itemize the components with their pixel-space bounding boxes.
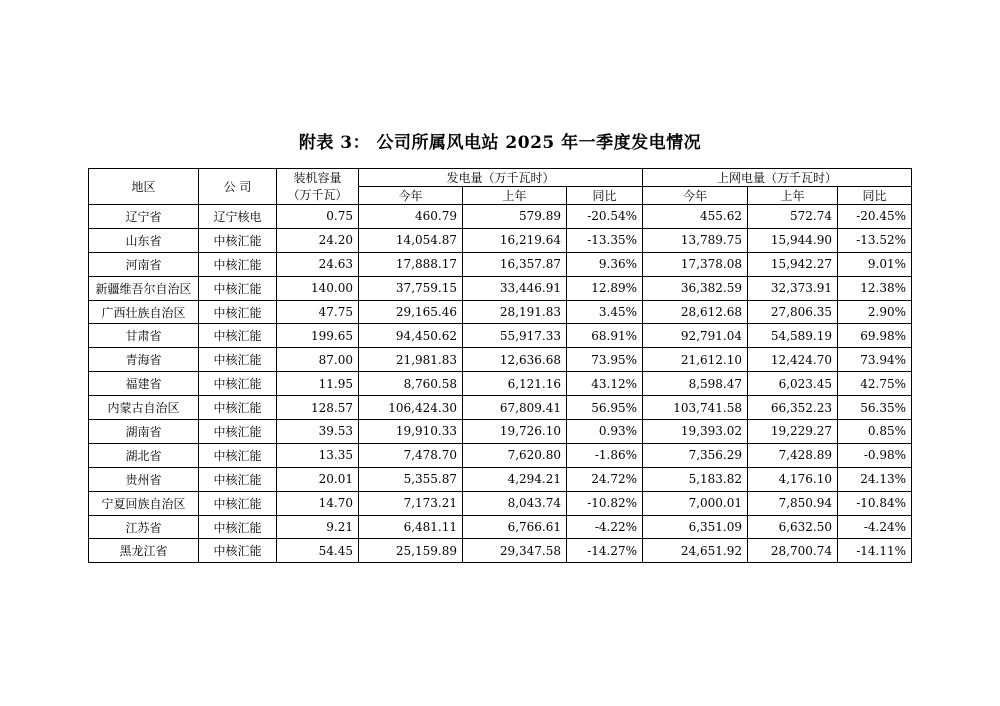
cell-gen-yoy: 73.95%: [567, 348, 643, 372]
cell-grid-this-year: 8,598.47: [643, 372, 748, 396]
header-gen-yoy: 同比: [567, 187, 643, 205]
table-row: [89, 324, 912, 348]
cell-grid-this-year: 36,382.59: [643, 276, 748, 300]
cell-gen-last-year: 8,043.74: [463, 491, 567, 515]
cell-gen-last-year: 67,809.41: [463, 396, 567, 420]
cell-grid-this-year: 103,741.58: [643, 396, 748, 420]
cell-grid-last-year: 28,700.74: [748, 539, 838, 563]
cell-gen-last-year: 12,636.68: [463, 348, 567, 372]
cell-capacity: 128.57: [277, 396, 359, 420]
cell-region: 河南省: [89, 252, 199, 276]
cell-grid-yoy: -14.11%: [838, 539, 912, 563]
cell-capacity: 0.75: [277, 205, 359, 229]
cell-region: 青海省: [89, 348, 199, 372]
cell-capacity: 11.95: [277, 372, 359, 396]
cell-capacity: 24.63: [277, 252, 359, 276]
table-row: [89, 539, 912, 563]
cell-grid-this-year: 28,612.68: [643, 300, 748, 324]
cell-gen-yoy: -1.86%: [567, 443, 643, 467]
cell-grid-last-year: 572.74: [748, 205, 838, 229]
header-grid: 上网电量（万千瓦时）: [643, 169, 912, 187]
cell-region: 福建省: [89, 372, 199, 396]
table-row: [89, 252, 912, 276]
cell-grid-yoy: 69.98%: [838, 324, 912, 348]
table-row: [89, 276, 912, 300]
header-capacity-line1: 装机容量: [293, 170, 342, 185]
cell-grid-yoy: 42.75%: [838, 372, 912, 396]
table-body: [89, 205, 912, 563]
cell-gen-this-year: 14,054.87: [359, 228, 463, 252]
header-grid-last-year: 上年: [748, 187, 838, 205]
cell-gen-yoy: -20.54%: [567, 205, 643, 229]
cell-gen-yoy: 68.91%: [567, 324, 643, 348]
cell-gen-yoy: 9.36%: [567, 252, 643, 276]
header-company: 公 司: [199, 169, 277, 205]
cell-grid-yoy: 73.94%: [838, 348, 912, 372]
cell-grid-last-year: 54,589.19: [748, 324, 838, 348]
cell-gen-this-year: 17,888.17: [359, 252, 463, 276]
cell-company: 中核汇能: [199, 300, 277, 324]
cell-grid-last-year: 12,424.70: [748, 348, 838, 372]
cell-gen-this-year: 25,159.89: [359, 539, 463, 563]
cell-company: 中核汇能: [199, 276, 277, 300]
cell-gen-last-year: 7,620.80: [463, 443, 567, 467]
cell-grid-yoy: 2.90%: [838, 300, 912, 324]
cell-grid-last-year: 7,850.94: [748, 491, 838, 515]
cell-region: 湖南省: [89, 420, 199, 444]
table-row: [89, 467, 912, 491]
cell-gen-last-year: 29,347.58: [463, 539, 567, 563]
cell-gen-yoy: -14.27%: [567, 539, 643, 563]
cell-gen-yoy: 56.95%: [567, 396, 643, 420]
cell-grid-last-year: 6,632.50: [748, 515, 838, 539]
cell-region: 广西壮族自治区: [89, 300, 199, 324]
table-row: [89, 348, 912, 372]
cell-capacity: 20.01: [277, 467, 359, 491]
header-capacity: [277, 169, 359, 205]
cell-company: 中核汇能: [199, 539, 277, 563]
cell-gen-yoy: 12.89%: [567, 276, 643, 300]
cell-gen-this-year: 37,759.15: [359, 276, 463, 300]
cell-grid-yoy: -4.24%: [838, 515, 912, 539]
header-capacity-line2: （万千瓦）: [287, 187, 348, 202]
table-row: [89, 300, 912, 324]
header-grid-this-year: 今年: [643, 187, 748, 205]
cell-grid-yoy: 24.13%: [838, 467, 912, 491]
cell-grid-yoy: 56.35%: [838, 396, 912, 420]
cell-capacity: 9.21: [277, 515, 359, 539]
cell-grid-last-year: 66,352.23: [748, 396, 838, 420]
cell-grid-yoy: -10.84%: [838, 491, 912, 515]
cell-gen-yoy: -10.82%: [567, 491, 643, 515]
cell-grid-this-year: 7,000.01: [643, 491, 748, 515]
header-grid-yoy: 同比: [838, 187, 912, 205]
cell-gen-yoy: 24.72%: [567, 467, 643, 491]
cell-grid-this-year: 6,351.09: [643, 515, 748, 539]
cell-gen-this-year: 7,173.21: [359, 491, 463, 515]
table-row: [89, 515, 912, 539]
header-generation: 发电量（万千瓦时）: [359, 169, 643, 187]
cell-company: 中核汇能: [199, 324, 277, 348]
cell-gen-this-year: 21,981.83: [359, 348, 463, 372]
cell-company: 中核汇能: [199, 467, 277, 491]
table-row: [89, 228, 912, 252]
cell-company: 中核汇能: [199, 491, 277, 515]
cell-gen-this-year: 5,355.87: [359, 467, 463, 491]
header-gen-this-year: 今年: [359, 187, 463, 205]
cell-grid-yoy: -13.52%: [838, 228, 912, 252]
cell-gen-this-year: 6,481.11: [359, 515, 463, 539]
cell-grid-last-year: 7,428.89: [748, 443, 838, 467]
cell-grid-yoy: 12.38%: [838, 276, 912, 300]
cell-company: 中核汇能: [199, 420, 277, 444]
cell-capacity: 13.35: [277, 443, 359, 467]
cell-capacity: 24.20: [277, 228, 359, 252]
table-row: [89, 443, 912, 467]
cell-company: 中核汇能: [199, 372, 277, 396]
cell-company: 辽宁核电: [199, 205, 277, 229]
cell-gen-this-year: 8,760.58: [359, 372, 463, 396]
cell-company: 中核汇能: [199, 515, 277, 539]
table-title: 附表 3： 公司所属风电站 2025 年一季度发电情况: [298, 133, 702, 153]
header-gen-last-year: 上年: [463, 187, 567, 205]
cell-grid-this-year: 92,791.04: [643, 324, 748, 348]
cell-capacity: 47.75: [277, 300, 359, 324]
cell-gen-this-year: 29,165.46: [359, 300, 463, 324]
cell-grid-this-year: 455.62: [643, 205, 748, 229]
cell-gen-this-year: 19,910.33: [359, 420, 463, 444]
table-row: [89, 491, 912, 515]
cell-grid-this-year: 24,651.92: [643, 539, 748, 563]
cell-capacity: 54.45: [277, 539, 359, 563]
cell-gen-this-year: 106,424.30: [359, 396, 463, 420]
cell-gen-last-year: 19,726.10: [463, 420, 567, 444]
cell-company: 中核汇能: [199, 228, 277, 252]
cell-grid-yoy: 0.85%: [838, 420, 912, 444]
cell-grid-last-year: 32,373.91: [748, 276, 838, 300]
cell-grid-this-year: 7,356.29: [643, 443, 748, 467]
header-row-1: [89, 169, 912, 187]
cell-region: 湖北省: [89, 443, 199, 467]
cell-gen-this-year: 460.79: [359, 205, 463, 229]
cell-grid-last-year: 27,806.35: [748, 300, 838, 324]
cell-grid-last-year: 15,942.27: [748, 252, 838, 276]
cell-region: 贵州省: [89, 467, 199, 491]
table-row: [89, 372, 912, 396]
cell-grid-this-year: 17,378.08: [643, 252, 748, 276]
cell-grid-yoy: -0.98%: [838, 443, 912, 467]
cell-gen-yoy: 43.12%: [567, 372, 643, 396]
cell-grid-this-year: 13,789.75: [643, 228, 748, 252]
cell-gen-last-year: 28,191.83: [463, 300, 567, 324]
cell-region: 辽宁省: [89, 205, 199, 229]
cell-gen-last-year: 55,917.33: [463, 324, 567, 348]
cell-capacity: 14.70: [277, 491, 359, 515]
cell-capacity: 199.65: [277, 324, 359, 348]
cell-grid-this-year: 5,183.82: [643, 467, 748, 491]
cell-gen-yoy: 0.93%: [567, 420, 643, 444]
table-row: [89, 396, 912, 420]
cell-gen-yoy: -13.35%: [567, 228, 643, 252]
table-row: [89, 420, 912, 444]
cell-gen-last-year: 4,294.21: [463, 467, 567, 491]
cell-region: 新疆维吾尔自治区: [89, 276, 199, 300]
cell-region: 黑龙江省: [89, 539, 199, 563]
cell-capacity: 39.53: [277, 420, 359, 444]
cell-region: 内蒙古自治区: [89, 396, 199, 420]
cell-capacity: 140.00: [277, 276, 359, 300]
cell-grid-this-year: 21,612.10: [643, 348, 748, 372]
cell-gen-last-year: 16,219.64: [463, 228, 567, 252]
header-region: 地区: [89, 169, 199, 205]
cell-gen-last-year: 16,357.87: [463, 252, 567, 276]
cell-company: 中核汇能: [199, 252, 277, 276]
cell-region: 山东省: [89, 228, 199, 252]
cell-grid-last-year: 6,023.45: [748, 372, 838, 396]
cell-company: 中核汇能: [199, 396, 277, 420]
cell-gen-last-year: 6,766.61: [463, 515, 567, 539]
cell-region: 江苏省: [89, 515, 199, 539]
cell-grid-last-year: 4,176.10: [748, 467, 838, 491]
power-generation-table: [88, 168, 912, 563]
cell-gen-yoy: -4.22%: [567, 515, 643, 539]
table-row: [89, 205, 912, 229]
cell-grid-yoy: -20.45%: [838, 205, 912, 229]
cell-gen-this-year: 94,450.62: [359, 324, 463, 348]
cell-company: 中核汇能: [199, 348, 277, 372]
cell-grid-yoy: 9.01%: [838, 252, 912, 276]
cell-region: 宁夏回族自治区: [89, 491, 199, 515]
cell-grid-last-year: 19,229.27: [748, 420, 838, 444]
cell-company: 中核汇能: [199, 443, 277, 467]
cell-grid-this-year: 19,393.02: [643, 420, 748, 444]
cell-gen-this-year: 7,478.70: [359, 443, 463, 467]
cell-gen-last-year: 579.89: [463, 205, 567, 229]
cell-capacity: 87.00: [277, 348, 359, 372]
cell-gen-last-year: 6,121.16: [463, 372, 567, 396]
cell-gen-last-year: 33,446.91: [463, 276, 567, 300]
cell-region: 甘肃省: [89, 324, 199, 348]
cell-gen-yoy: 3.45%: [567, 300, 643, 324]
cell-grid-last-year: 15,944.90: [748, 228, 838, 252]
